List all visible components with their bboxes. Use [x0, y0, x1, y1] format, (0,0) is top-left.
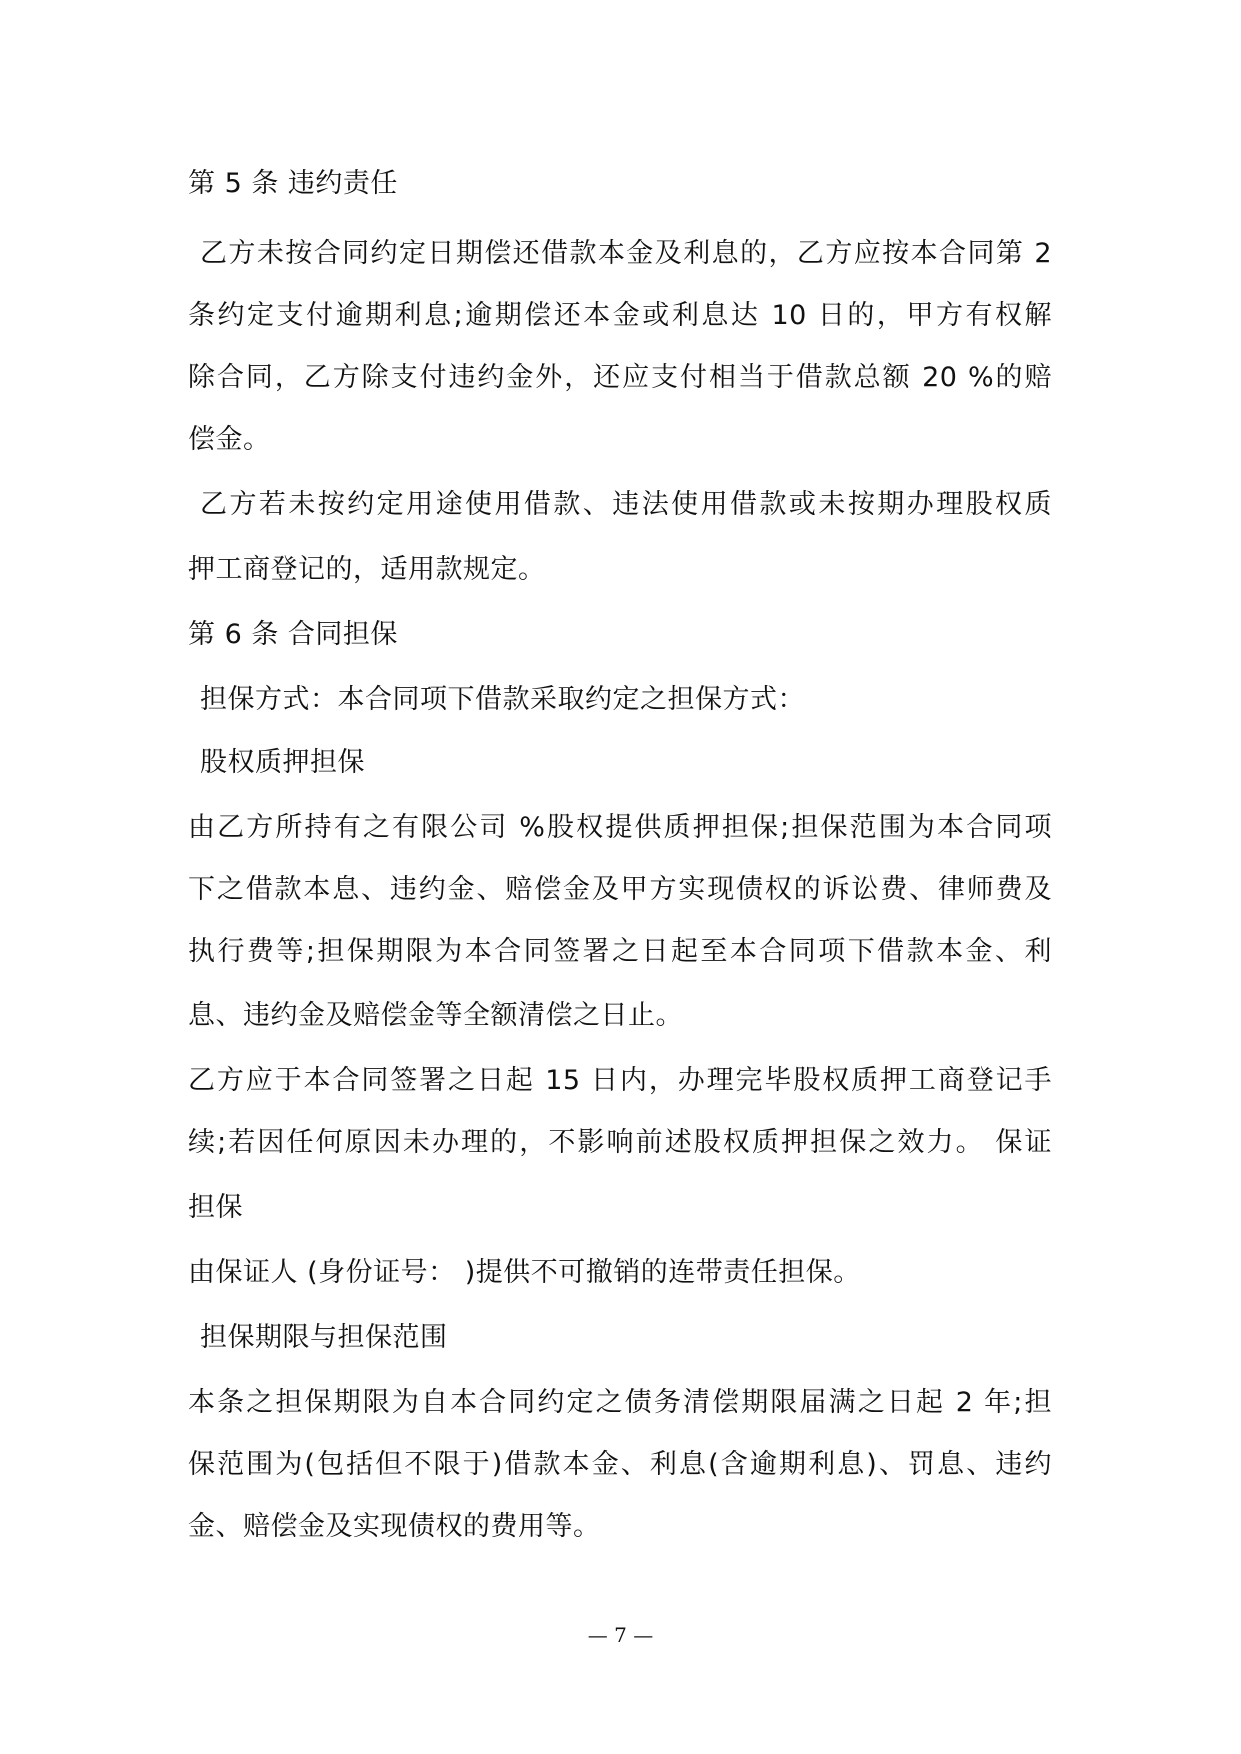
paragraph-line: 偿金。 [188, 424, 271, 455]
paragraph-line: 由乙方所持有之有限公司 %股权提供质押担保;担保范围为本合同项 [188, 812, 1052, 843]
paragraph-line: 条约定支付逾期利息;逾期偿还本金或利息达 10 日的，甲方有权解 [188, 300, 1052, 331]
paragraph-line: 除合同，乙方除支付违约金外，还应支付相当于借款总额 20 %的赔 [188, 362, 1052, 393]
paragraph-line: 乙方未按合同约定日期偿还借款本金及利息的，乙方应按本合同第 2 [200, 238, 1052, 269]
paragraph-line: 保范围为(包括但不限于)借款本金、利息(含逾期利息)、罚息、违约 [188, 1449, 1052, 1480]
paragraph-line: 执行费等;担保期限为本合同签署之日起至本合同项下借款本金、利 [188, 936, 1052, 967]
article-5-heading: 第 5 条 违约责任 [188, 168, 398, 199]
page-number: — 7 — [587, 1623, 654, 1647]
paragraph-line: 担保 [188, 1192, 243, 1223]
paragraph-line: 续;若因任何原因未办理的，不影响前述股权质押担保之效力。 保证 [188, 1127, 1052, 1158]
paragraph-line: 由保证人 (身份证号： )提供不可撤销的连带责任担保。 [188, 1257, 861, 1288]
paragraph-line: 金、赔偿金及实现债权的费用等。 [188, 1511, 601, 1542]
paragraph-line: 息、违约金及赔偿金等全额清偿之日止。 [188, 1000, 683, 1031]
paragraph-line: 乙方若未按约定用途使用借款、违法使用借款或未按期办理股权质 [200, 489, 1052, 520]
article-6-heading: 第 6 条 合同担保 [188, 619, 398, 650]
paragraph-line: 下之借款本息、违约金、赔偿金及甲方实现债权的诉讼费、律师费及 [188, 874, 1052, 905]
subheading: 股权质押担保 [200, 747, 365, 778]
paragraph-line: 乙方应于本合同签署之日起 15 日内，办理完毕股权质押工商登记手 [188, 1065, 1052, 1096]
paragraph-line: 担保方式：本合同项下借款采取约定之担保方式： [200, 684, 805, 715]
subheading: 担保期限与担保范围 [200, 1322, 448, 1353]
paragraph-line: 本条之担保期限为自本合同约定之债务清偿期限届满之日起 2 年;担 [188, 1387, 1052, 1418]
paragraph-line: 押工商登记的，适用款规定。 [188, 554, 546, 585]
